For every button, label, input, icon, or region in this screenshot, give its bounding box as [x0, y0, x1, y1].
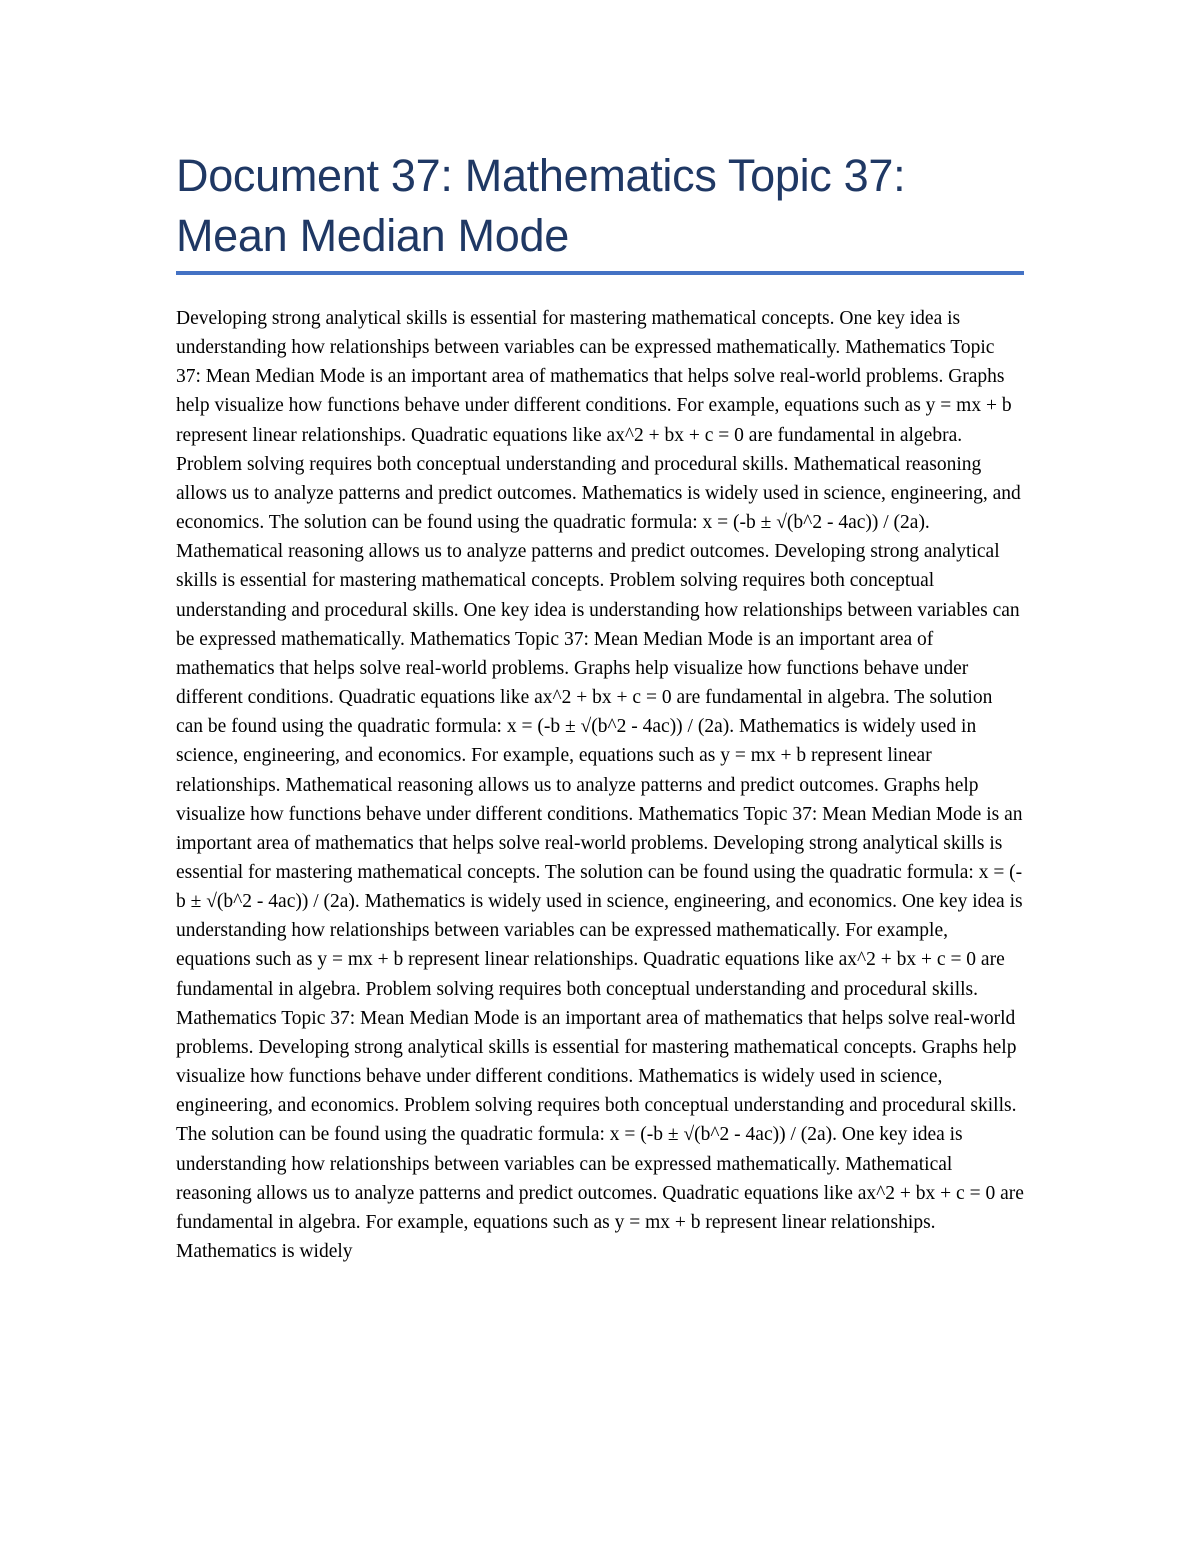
title-underline-divider: [176, 271, 1024, 275]
document-body-paragraph: Developing strong analytical skills is essential for mastering mathematical concepts. One key idea is understanding how relationships between variables can be expressed mathematically. Mathematics Topic 37: Mean Median Mode is an important area of mathematics that helps solve real-world problems. Graphs help visualize how functions behave under different conditions. For example, equations such as y = mx + b represent linear relationships. Quadratic equations like ax^2 + bx + c = 0 are fundamental in algebra. Problem solving requires both conceptual understanding and procedural skills. Mathematical reasoning allows us to analyze patterns and predict outcomes. Mathematics is widely used in science, engineering, and economics. The solution can be found using the quadratic formula: x = (-b ± √(b^2 - 4ac)) / (2a). Mathematical reasoning allows us to analyze patterns and predict outcomes. Developing strong analytical skills is essential for mastering mathematical concepts. Problem solving requires both conceptual understanding and procedural skills. One key idea is understanding how relationships between variables can be expressed mathematically. Mathematics Topic 37: Mean Median Mode is an important area of mathematics that helps solve real-world problems. Graphs help visualize how functions behave under different conditions. Quadratic equations like ax^2 + bx + c = 0 are fundamental in algebra. The solution can be found using the quadratic formula: x = (-b ± √(b^2 - 4ac)) / (2a). Mathematics is widely used in science, engineering, and economics. For example, equations such as y = mx + b represent linear relationships. Mathematical reasoning allows us to analyze patterns and predict outcomes. Graphs help visualize how functions behave under different conditions. Mathematics Topic 37: Mean Median Mode is an important area of mathematics that helps solve real-world problems. Developing strong analytical skills is essential for mastering mathematical concepts. The solution can be found using the quadratic formula: x = (-b ± √(b^2 - 4ac)) / (2a). Mathematics is widely used in science, engineering, and economics. One key idea is understanding how relationships between variables can be expressed mathematically. For example, equations such as y = mx + b represent linear relationships. Quadratic equations like ax^2 + bx + c = 0 are fundamental in algebra. Problem solving requires both conceptual understanding and procedural skills. Mathematics Topic 37: Mean Median Mode is an important area of mathematics that helps solve real-world problems. Developing strong analytical skills is essential for mastering mathematical concepts. Graphs help visualize how functions behave under different conditions. Mathematics is widely used in science, engineering, and economics. Problem solving requires both conceptual understanding and procedural skills. The solution can be found using the quadratic formula: x = (-b ± √(b^2 - 4ac)) / (2a). One key idea is understanding how relationships between variables can be expressed mathematically. Mathematical reasoning allows us to analyze patterns and predict outcomes. Quadratic equations like ax^2 + bx + c = 0 are fundamental in algebra. For example, equations such as y = mx + b represent linear relationships. Mathematics is widely: [176, 308, 1024, 1262]
document-title: Document 37: Mathematics Topic 37: Mean Median Mode: [176, 150, 906, 261]
